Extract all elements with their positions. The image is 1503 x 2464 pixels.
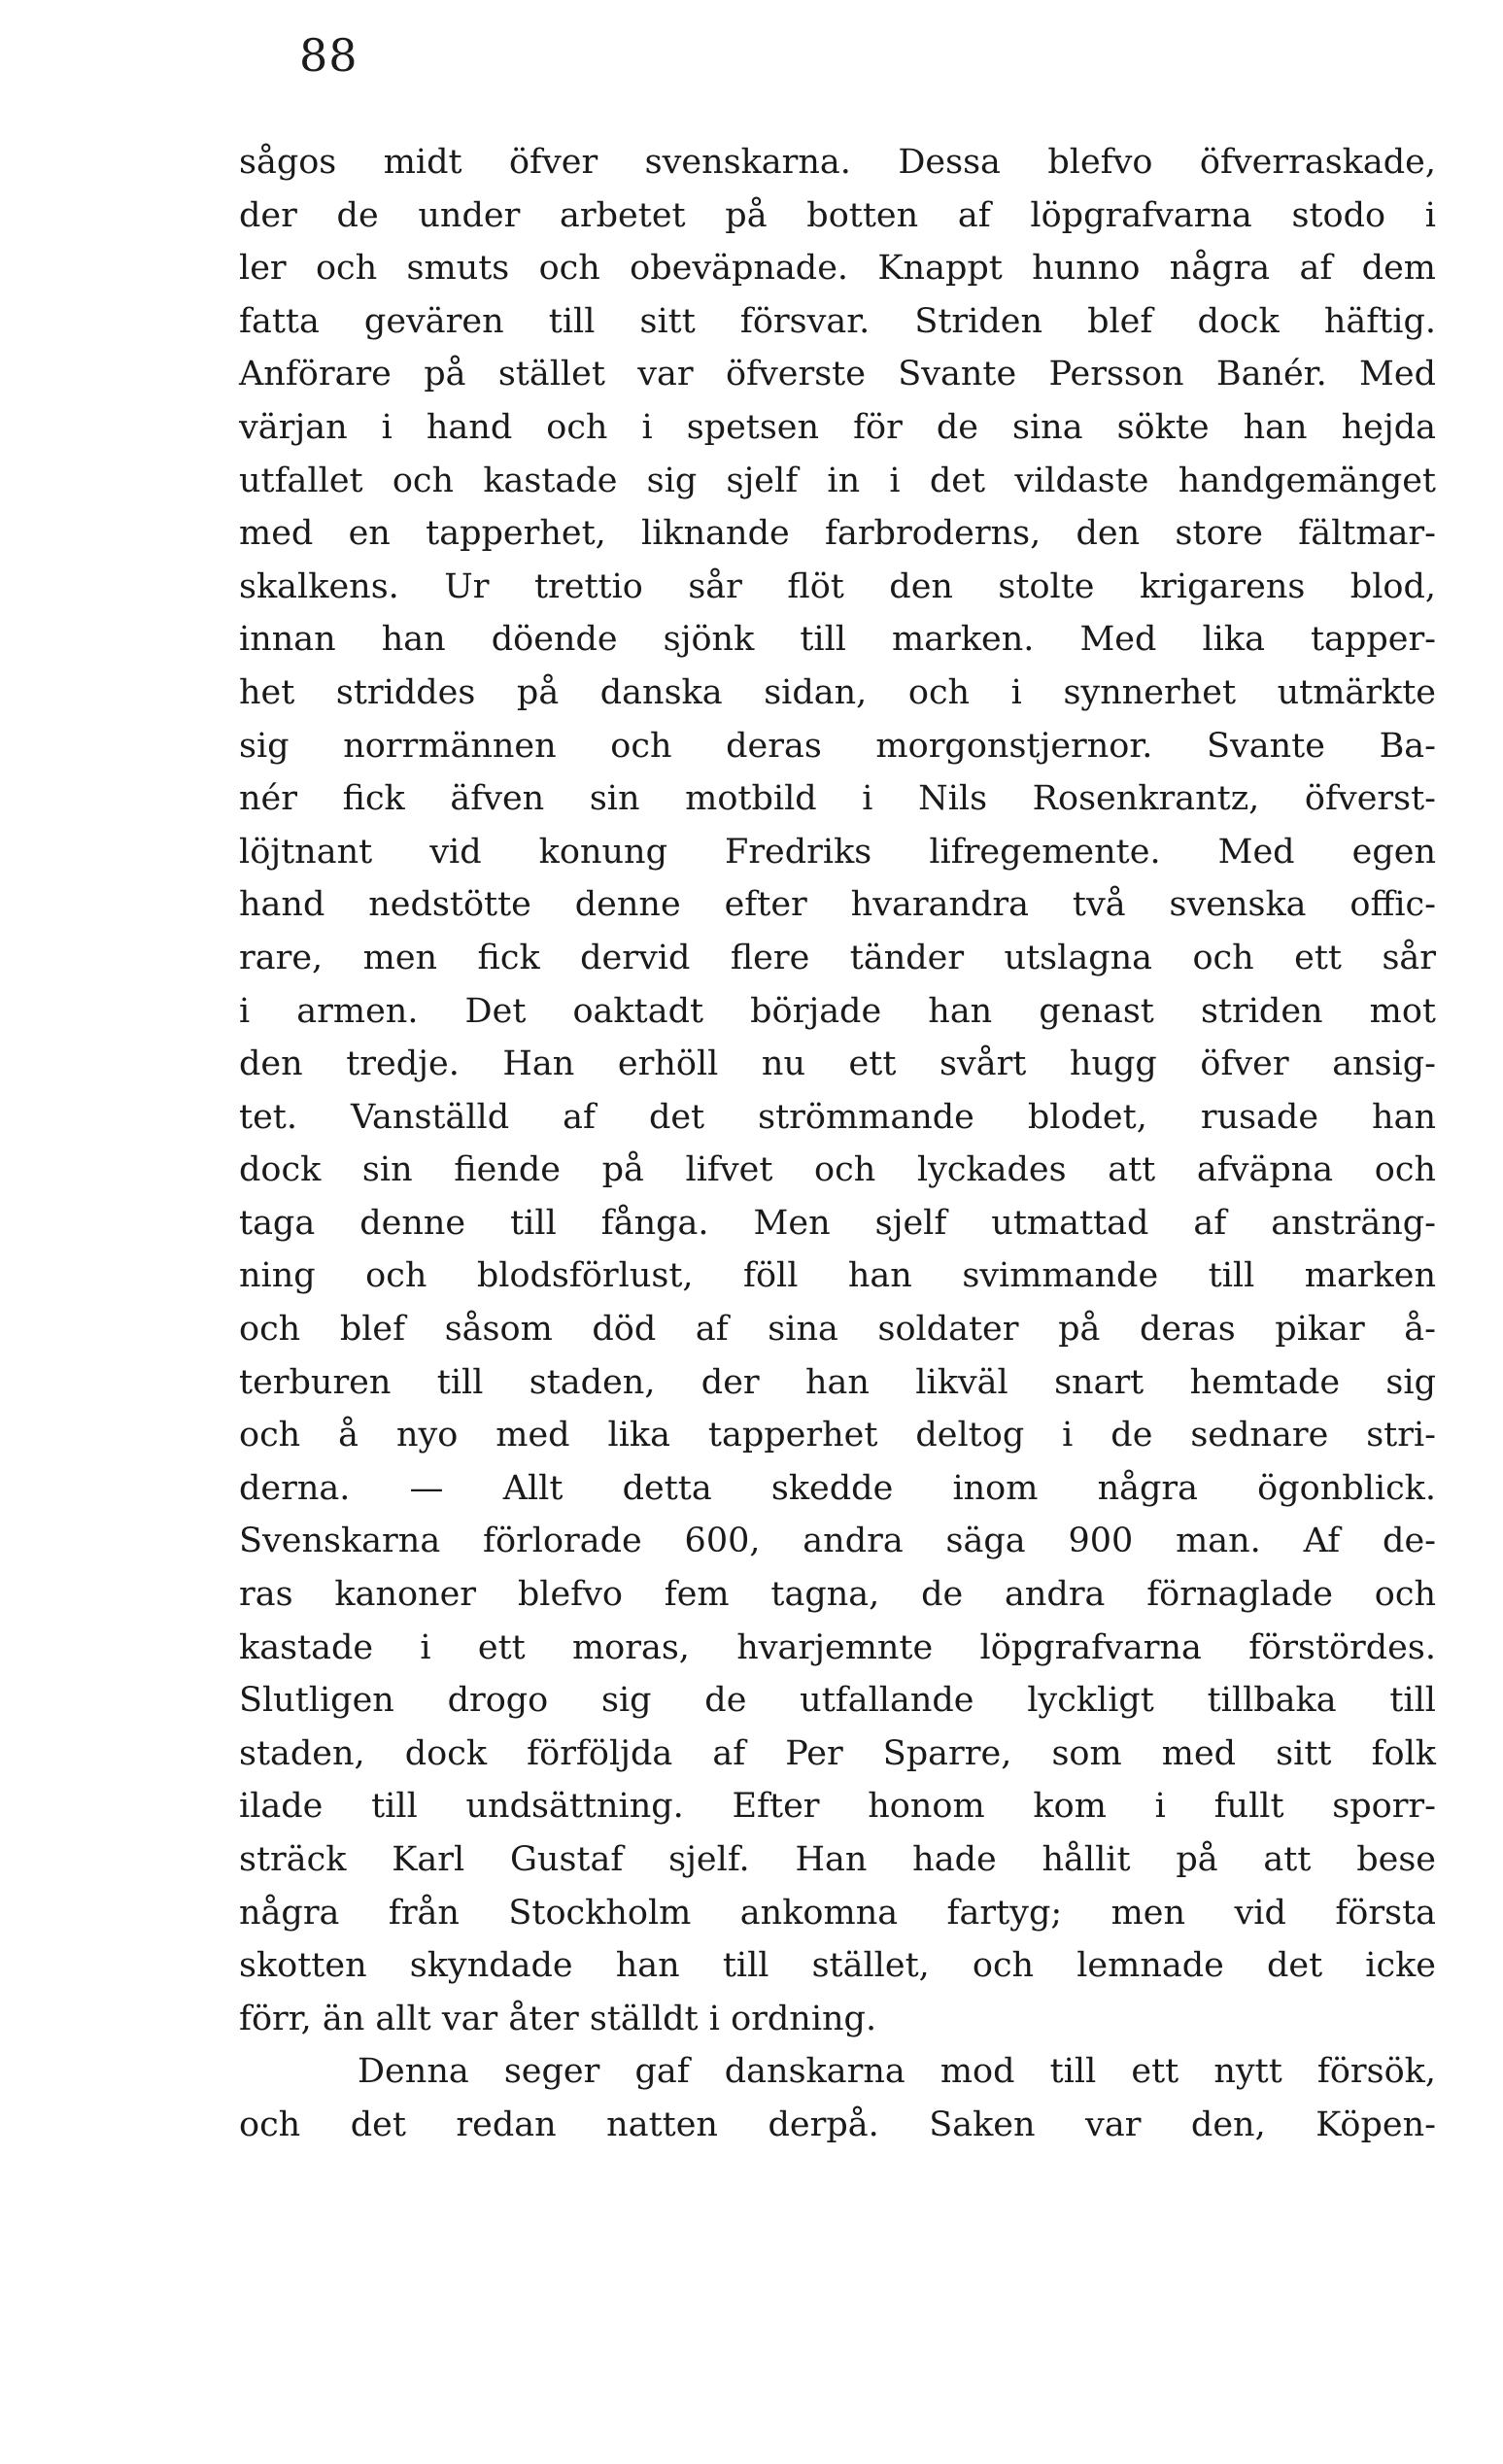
text-line: förr, än allt var åter ställdt i ordning. — [239, 1999, 877, 2038]
text-line: skalkens. Ur trettio sår flöt den stolte krigarens blod, — [239, 566, 1436, 606]
text-line: löjtnant vid konung Fredriks lifregemente. Med egen — [239, 832, 1436, 872]
text-line: taga denne till fånga. Men sjelf utmattad af ansträng- — [239, 1203, 1436, 1243]
text-line: och det redan natten derpå. Saken var den, Köpen- — [239, 2105, 1436, 2144]
text-line: ler och smuts och obeväpnade. Knappt hunno några af dem — [239, 249, 1436, 289]
text-line: sig norrmännen och deras morgonstjernor. Svante Ba- — [239, 726, 1436, 766]
text-line: Anförare på stället var öfverste Svante Persson Banér. Med — [239, 355, 1436, 394]
text-line: nér fick äfven sin motbild i Nils Rosenkrantz, öfverst- — [239, 779, 1436, 819]
text-line: ilade till undsättning. Efter honom kom i fullt sporr- — [239, 1787, 1436, 1827]
text-line: utfallet och kastade sig sjelf in i det vildaste handgemänget — [239, 461, 1436, 500]
body-text — [239, 136, 1436, 2152]
text-line: sågos midt öfver svenskarna. Dessa blefvo öfverraskade, — [239, 143, 1436, 182]
text-line: kastade i ett moras, hvarjemnte löpgrafvarna förstördes. — [239, 1627, 1436, 1667]
text-line: innan han döende sjönk till marken. Med lika tapper- — [239, 620, 1436, 660]
text-line: sträck Karl Gustaf sjelf. Han hade hållit på att bese — [239, 1840, 1436, 1879]
text-line: värjan i hand och i spetsen för de sina sökte han hejda — [239, 407, 1436, 447]
text-line: hand nedstötte denne efter hvarandra två svenska offic- — [239, 885, 1436, 925]
text-line: Slutligen drogo sig de utfallande lyckligt tillbaka till — [239, 1681, 1436, 1721]
text-line: het striddes på danska sidan, och i synnerhet utmärkte — [239, 672, 1436, 712]
text-line: och blef såsom död af sina soldater på deras pikar å- — [239, 1310, 1436, 1350]
text-line: dock sin fiende på lifvet och lyckades att afväpna och — [239, 1150, 1436, 1190]
paragraph-first-line: Denna seger gaf danskarna mod till ett nytt försök, — [358, 2052, 1436, 2092]
text-line: tet. Vanställd af det strömmande blodet, rusade han — [239, 1097, 1436, 1137]
text-line: derna. — Allt detta skedde inom några ögonblick. — [239, 1468, 1436, 1508]
text-line: ning och blodsförlust, föll han svimmande till marken — [239, 1256, 1436, 1296]
text-line: Svenskarna förlorade 600, andra säga 900 man. Af de- — [239, 1522, 1436, 1561]
text-line: der de under arbetet på botten af löpgrafvarna stodo i — [239, 195, 1436, 235]
text-line: den tredje. Han erhöll nu ett svårt hugg öfver ansig- — [239, 1044, 1436, 1084]
text-line: fatta gevären till sitt försvar. Striden blef dock häftig. — [239, 301, 1436, 341]
text-line: i armen. Det oaktadt började han genast striden mot — [239, 991, 1436, 1031]
text-line: skotten skyndade han till stället, och lemnade det icke — [239, 1946, 1436, 1986]
text-line: och å nyo med lika tapperhet deltog i de sednare stri- — [239, 1416, 1436, 1455]
page-number: 88 — [299, 29, 359, 82]
text-line: terburen till staden, der han likväl snart hemtade sig — [239, 1362, 1436, 1402]
text-line: rare, men fick dervid flere tänder utslagna och ett sår — [239, 938, 1436, 977]
text-line: staden, dock förföljda af Per Sparre, som med sitt folk — [239, 1733, 1436, 1773]
text-line: några från Stockholm ankomna fartyg; men vid första — [239, 1893, 1436, 1933]
text-line: ras kanoner blefvo fem tagna, de andra förnaglade och — [239, 1575, 1436, 1615]
text-line: med en tapperhet, liknande farbroderns, den store fältmar- — [239, 514, 1436, 554]
